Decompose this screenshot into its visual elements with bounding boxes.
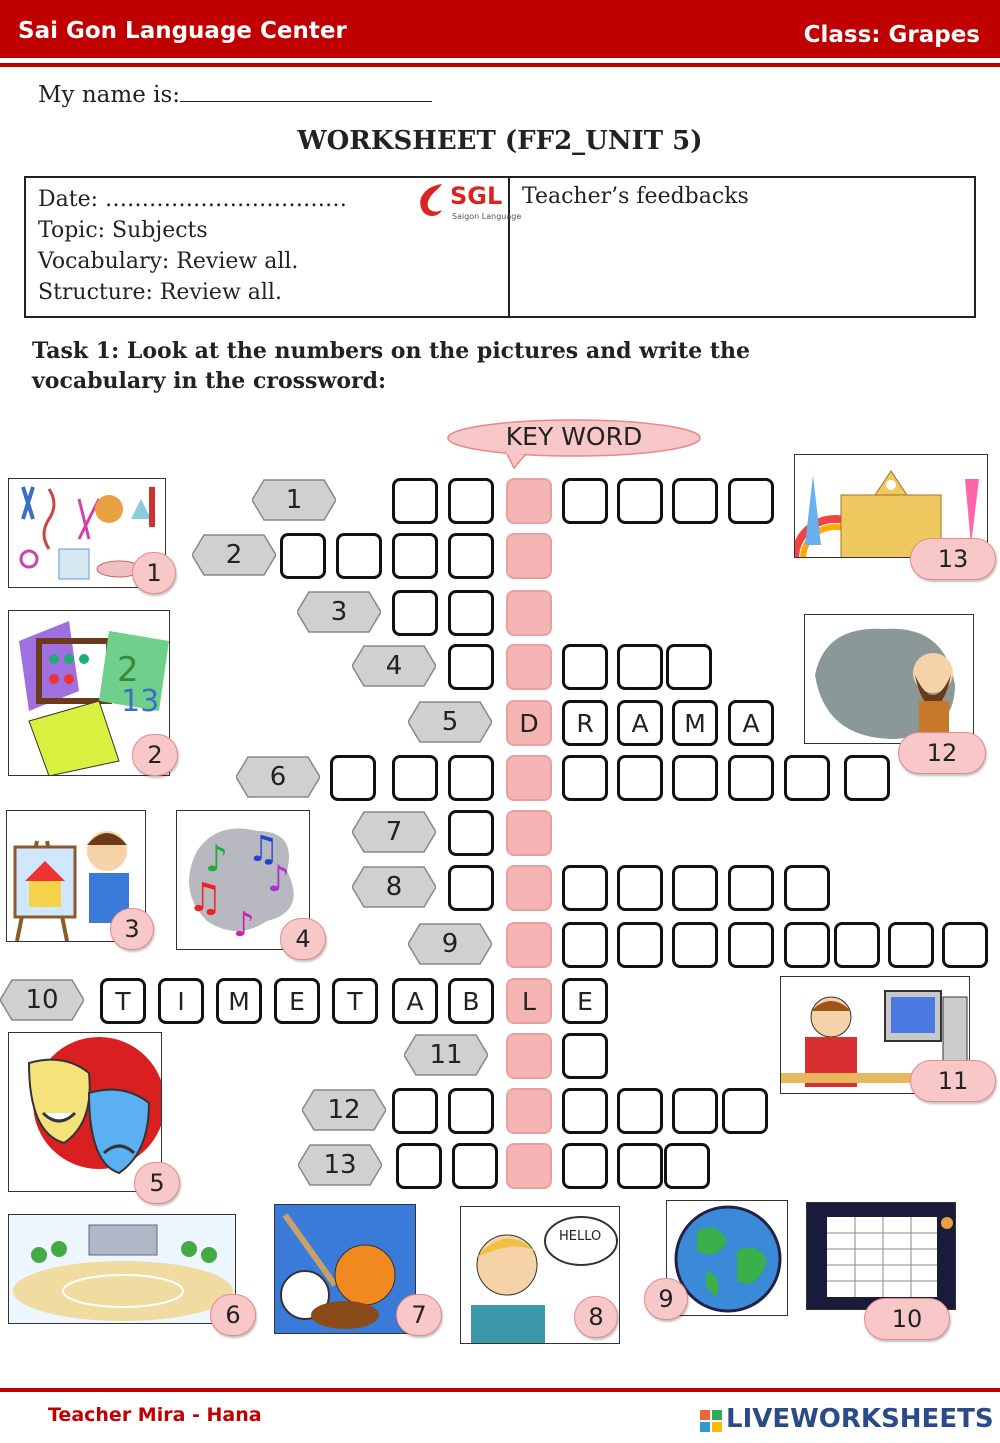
crossword-cell[interactable]: B [448, 978, 494, 1024]
picture-timetable [806, 1202, 956, 1310]
crossword-cell[interactable] [784, 865, 830, 911]
svg-text:♪: ♪ [267, 859, 290, 900]
crossword-cell[interactable]: A [617, 700, 663, 746]
timetable-icon [807, 1203, 956, 1310]
info-divider [508, 176, 510, 318]
svg-text:♪: ♪ [233, 905, 255, 945]
vocabulary-text: Vocabulary: Review all. [38, 249, 299, 274]
crossword-cell[interactable] [448, 810, 494, 856]
footer-divider [0, 1388, 1000, 1392]
crossword-cell[interactable] [392, 533, 438, 579]
clue-number: 11 [429, 1040, 463, 1070]
clue-number: 7 [385, 817, 403, 847]
crossword-cell[interactable] [617, 865, 663, 911]
task-1-instruction [32, 336, 932, 396]
task-1-line-1: Task 1: Look at the numbers on the pictures and write the [32, 338, 751, 364]
crossword-cell[interactable] [722, 1088, 768, 1134]
task-1-line-2: vocabulary in the crossword: [32, 368, 387, 394]
clue-label-7 [352, 810, 436, 854]
speech-bubble-text: HELLO [559, 1229, 602, 1244]
sgl-logo-icon [412, 180, 452, 224]
caveman-icon [805, 615, 974, 744]
name-line [38, 78, 432, 108]
clue-number: 5 [441, 707, 459, 737]
crossword-cell[interactable] [728, 865, 774, 911]
crossword-cell[interactable]: A [392, 978, 438, 1024]
clue-label-13 [298, 1143, 382, 1187]
picture-pe [274, 1204, 416, 1334]
picture-badge-5: 5 [134, 1162, 180, 1204]
picture-badge-13: 13 [910, 538, 996, 580]
clue-label-5 [408, 700, 492, 744]
crossword-cell[interactable]: A [728, 700, 774, 746]
crossword-cell[interactable]: E [562, 978, 608, 1024]
crossword-cell[interactable] [617, 922, 663, 968]
clue-label-3 [297, 590, 381, 634]
keyword-cell[interactable] [506, 810, 552, 856]
picture-badge-12: 12 [898, 732, 986, 774]
crossword-cell[interactable] [452, 1143, 498, 1189]
crossword-cell[interactable] [672, 1088, 718, 1134]
clue-number: 6 [269, 762, 287, 792]
clue-label-11 [404, 1033, 488, 1077]
crossword-cell[interactable] [562, 755, 608, 801]
picture-badge-7: 7 [396, 1294, 442, 1336]
keyword-cell[interactable]: L [506, 978, 552, 1024]
crossword-cell[interactable] [888, 922, 934, 968]
name-input[interactable] [180, 78, 432, 102]
crossword-cell[interactable] [392, 590, 438, 636]
class-label: Class: Grapes [803, 22, 980, 48]
crossword-cell[interactable]: T [100, 978, 146, 1024]
clue-label-12 [302, 1088, 386, 1132]
keyword-cell[interactable] [506, 478, 552, 524]
crossword-cell[interactable] [784, 755, 830, 801]
sgl-logo-subtext: Saigon Language [452, 212, 522, 221]
clue-label-2 [192, 533, 276, 577]
keyword-cell[interactable]: D [506, 700, 552, 746]
crossword-cell[interactable] [672, 478, 718, 524]
crossword-cell[interactable] [562, 1143, 608, 1189]
keyword-cell[interactable] [506, 1143, 552, 1189]
picture-badge-8: 8 [574, 1296, 618, 1338]
crossword-cell[interactable] [942, 922, 988, 968]
clue-label-10 [0, 978, 84, 1022]
crossword-cell[interactable] [336, 533, 382, 579]
crossword-cell[interactable] [617, 1143, 663, 1189]
crossword-cell[interactable] [562, 644, 608, 690]
clue-label-6 [236, 755, 320, 799]
crossword-cell[interactable] [562, 478, 608, 524]
crossword-cell[interactable] [617, 755, 663, 801]
keyword-cell[interactable] [506, 533, 552, 579]
crossword-cell[interactable] [562, 922, 608, 968]
crossword-cell[interactable] [617, 478, 663, 524]
worksheet-title: WORKSHEET (FF2_UNIT 5) [297, 126, 703, 156]
crossword-cell[interactable] [672, 865, 718, 911]
keyword-cell[interactable] [506, 644, 552, 690]
school-playground-icon [9, 1215, 236, 1324]
clue-number: 4 [385, 651, 403, 681]
clue-label-1 [252, 478, 336, 522]
crossword-cell[interactable] [392, 755, 438, 801]
crossword-cell[interactable] [448, 1088, 494, 1134]
clue-number: 10 [25, 985, 59, 1015]
liveworksheets-logo-icon [700, 1410, 722, 1432]
crossword-cell[interactable] [448, 644, 494, 690]
picture-badge-3: 3 [110, 908, 154, 950]
date-field: Date: …………………………… [38, 187, 348, 212]
picture-badge-6: 6 [210, 1294, 256, 1336]
crossword-cell[interactable] [562, 1033, 608, 1079]
svg-text:♫: ♫ [247, 829, 280, 870]
picture-badge-11: 11 [910, 1060, 996, 1102]
name-label: My name is: [38, 82, 181, 108]
crossword-cell[interactable] [784, 922, 830, 968]
crossword-cell[interactable] [448, 865, 494, 911]
crossword-cell[interactable]: M [672, 700, 718, 746]
sgl-logo-text: SGL [450, 182, 503, 210]
crossword-cell[interactable] [844, 755, 890, 801]
header-divider [0, 63, 1000, 67]
teacher-feedback-label: Teacher’s feedbacks [522, 184, 749, 209]
crossword-cell[interactable] [448, 755, 494, 801]
crossword-cell[interactable] [672, 755, 718, 801]
keyword-cell[interactable] [506, 865, 552, 911]
crossword-cell[interactable] [617, 1088, 663, 1134]
keyword-label: KEY WORD [505, 422, 643, 451]
crossword-cell[interactable] [664, 1143, 710, 1189]
crossword-cell[interactable]: E [274, 978, 320, 1024]
structure-text: Structure: Review all. [38, 280, 282, 305]
picture-badge-10: 10 [864, 1298, 950, 1340]
crossword-cell[interactable]: I [158, 978, 204, 1024]
crossword-cell[interactable] [396, 1143, 442, 1189]
crossword-cell[interactable] [666, 644, 712, 690]
crossword-cell[interactable] [728, 922, 774, 968]
picture-school-field [8, 1214, 236, 1324]
keyword-cell[interactable] [506, 1088, 552, 1134]
clue-number: 12 [327, 1095, 361, 1125]
center-name: Sai Gon Language Center [18, 18, 347, 44]
picture-badge-4: 4 [280, 918, 326, 960]
crossword-cell[interactable] [448, 533, 494, 579]
crossword-cell[interactable] [834, 922, 880, 968]
crossword-cell[interactable]: T [332, 978, 378, 1024]
footer-brand: LIVEWORKSHEETS [726, 1404, 994, 1434]
clue-number: 8 [385, 872, 403, 902]
picture-badge-2: 2 [132, 734, 178, 776]
footer-teacher: Teacher Mira - Hana [48, 1404, 262, 1426]
clue-number: 9 [441, 929, 459, 959]
clue-number: 2 [225, 540, 243, 570]
picture-history [804, 614, 974, 744]
topic-text: Topic: Subjects [38, 218, 208, 243]
svg-text:2: 2 [117, 650, 139, 690]
svg-text:♪: ♪ [205, 839, 228, 880]
picture-badge-1: 1 [132, 552, 176, 594]
keyword-cell[interactable] [506, 755, 552, 801]
crossword-cell[interactable] [562, 865, 608, 911]
picture-badge-9: 9 [644, 1278, 688, 1320]
crossword-cell[interactable] [392, 1088, 438, 1134]
clue-number: 1 [285, 485, 303, 515]
crossword-cell[interactable] [448, 478, 494, 524]
keyword-cell[interactable] [506, 922, 552, 968]
clue-label-4 [352, 644, 436, 688]
clue-number: 3 [330, 597, 348, 627]
crossword-cell[interactable] [330, 755, 376, 801]
crossword-cell[interactable] [672, 922, 718, 968]
crossword-cell[interactable] [728, 755, 774, 801]
crossword-cell[interactable] [280, 533, 326, 579]
crossword-cell[interactable]: R [562, 700, 608, 746]
crossword-cell[interactable] [448, 590, 494, 636]
clue-label-9 [408, 922, 492, 966]
svg-text:♫: ♫ [187, 875, 223, 921]
clue-number: 13 [323, 1150, 357, 1180]
crossword-cell[interactable]: M [216, 978, 262, 1024]
keyword-cell[interactable] [506, 590, 552, 636]
crossword-cell[interactable] [728, 478, 774, 524]
crossword-cell[interactable] [617, 644, 663, 690]
svg-text:13: 13 [121, 684, 160, 719]
crossword-cell[interactable] [562, 1088, 608, 1134]
crossword-cell[interactable] [392, 478, 438, 524]
sports-balls-icon [275, 1205, 416, 1334]
clue-label-8 [352, 865, 436, 909]
keyword-cell[interactable] [506, 1033, 552, 1079]
